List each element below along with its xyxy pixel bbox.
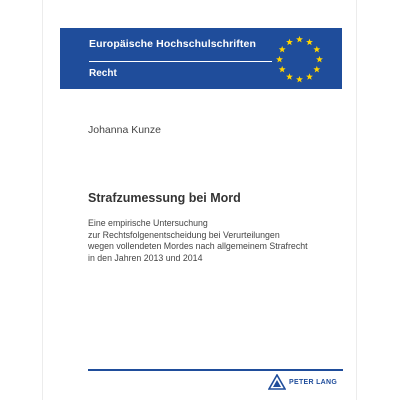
subtitle-line: in den Jahren 2013 und 2014 bbox=[88, 252, 203, 263]
author-name: Johanna Kunze bbox=[88, 124, 161, 136]
eu-star-icon bbox=[279, 46, 286, 53]
eu-star-icon bbox=[286, 73, 293, 80]
subtitle-line: wegen vollendeten Mordes nach allgemeinem Strafrecht bbox=[88, 241, 308, 251]
eu-star-icon bbox=[279, 66, 286, 73]
eu-star-icon bbox=[316, 56, 323, 63]
eu-star-icon bbox=[276, 56, 283, 63]
series-banner bbox=[60, 28, 342, 89]
publisher-name: PETER LANG bbox=[289, 378, 338, 386]
series-subject: Recht bbox=[89, 68, 117, 79]
book-title: Strafzumessung bei Mord bbox=[88, 191, 241, 205]
eu-star-icon bbox=[306, 39, 313, 46]
subtitle-line: Eine empirische Untersuchung bbox=[88, 218, 208, 228]
eu-star-icon bbox=[296, 76, 303, 83]
eu-star-icon bbox=[306, 73, 313, 80]
eu-star-icon bbox=[286, 39, 293, 46]
eu-star-icon bbox=[313, 46, 320, 53]
banner-divider bbox=[89, 61, 272, 62]
subtitle-line: zur Rechtsfolgenentscheidung bei Verurteilungen bbox=[88, 229, 280, 240]
book-subtitle bbox=[88, 218, 348, 264]
publisher-mark bbox=[268, 374, 337, 390]
eu-star-icon bbox=[313, 66, 320, 73]
eu-star-icon bbox=[296, 36, 303, 43]
bottom-rule bbox=[88, 369, 343, 371]
eu-stars-icon bbox=[272, 32, 327, 87]
peter-lang-logo-icon bbox=[268, 374, 286, 390]
series-title: Europäische Hochschulschriften bbox=[89, 38, 256, 50]
